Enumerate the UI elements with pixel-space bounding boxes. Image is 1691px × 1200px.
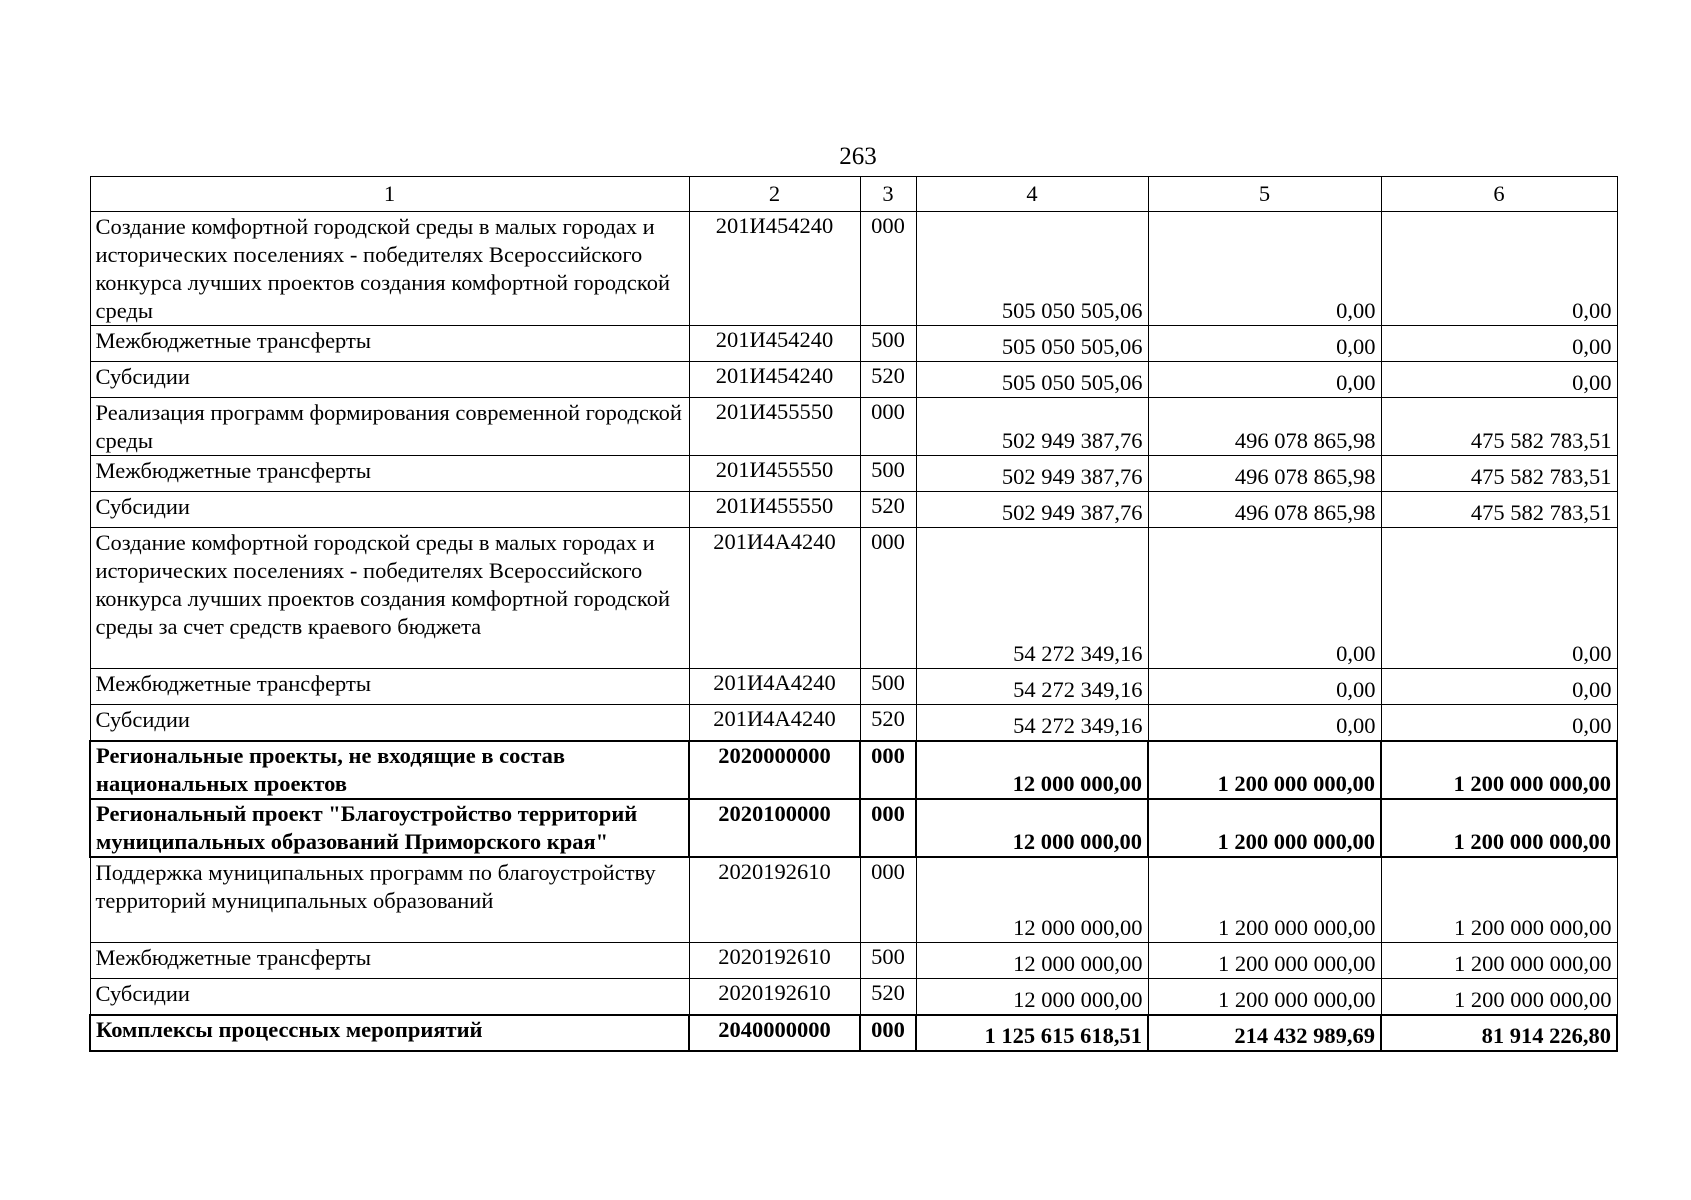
row-value-5: 0,00	[1148, 362, 1381, 398]
row-value-6: 475 582 783,51	[1381, 456, 1617, 492]
table-row	[90, 398, 1617, 456]
row-value-6: 0,00	[1381, 326, 1617, 362]
row-type: 500	[860, 326, 916, 362]
table-row	[90, 979, 1617, 1015]
row-value-4: 12 000 000,00	[916, 799, 1148, 857]
row-value-5: 0,00	[1148, 528, 1381, 669]
row-type: 000	[860, 741, 916, 799]
row-type: 000	[860, 1015, 916, 1051]
table-row	[90, 669, 1617, 705]
row-value-6: 0,00	[1381, 212, 1617, 326]
row-code: 2020000000	[689, 741, 860, 799]
row-name: Создание комфортной городской среды в малых городах и исторических поселениях - победителях Всероссийского конкурса лучших проектов создания комфортной городской среды за счет средств краевого бюджета	[90, 528, 689, 669]
row-code: 2040000000	[689, 1015, 860, 1051]
row-type: 000	[860, 528, 916, 669]
row-value-5: 1 200 000 000,00	[1148, 943, 1381, 979]
row-type: 500	[860, 943, 916, 979]
row-type: 000	[860, 857, 916, 943]
row-value-5: 214 432 989,69	[1148, 1015, 1381, 1051]
table-row	[90, 705, 1617, 741]
row-name: Межбюджетные трансферты	[90, 669, 689, 705]
row-code: 201И455550	[689, 492, 860, 528]
row-value-4: 54 272 349,16	[916, 705, 1148, 741]
row-code: 201И4А4240	[689, 669, 860, 705]
row-value-6: 0,00	[1381, 705, 1617, 741]
row-name: Реализация программ формирования современной городской среды	[90, 398, 689, 456]
row-type: 520	[860, 979, 916, 1015]
row-value-4: 505 050 505,06	[916, 326, 1148, 362]
header-cell-3: 3	[860, 177, 916, 212]
row-value-6: 0,00	[1381, 669, 1617, 705]
row-type: 520	[860, 362, 916, 398]
row-value-6: 0,00	[1381, 362, 1617, 398]
row-code: 201И455550	[689, 398, 860, 456]
row-value-4: 502 949 387,76	[916, 456, 1148, 492]
table-row	[90, 326, 1617, 362]
table-row	[90, 943, 1617, 979]
row-value-4: 505 050 505,06	[916, 212, 1148, 326]
row-value-4: 54 272 349,16	[916, 528, 1148, 669]
table-row	[90, 456, 1617, 492]
row-value-4: 1 125 615 618,51	[916, 1015, 1148, 1051]
row-value-5: 496 078 865,98	[1148, 492, 1381, 528]
row-value-6: 1 200 000 000,00	[1381, 857, 1617, 943]
row-name: Региональные проекты, не входящие в состав национальных проектов	[90, 741, 689, 799]
row-value-5: 1 200 000 000,00	[1148, 741, 1381, 799]
row-name: Субсидии	[90, 979, 689, 1015]
row-name: Межбюджетные трансферты	[90, 943, 689, 979]
row-value-5: 1 200 000 000,00	[1148, 857, 1381, 943]
row-value-5: 0,00	[1148, 669, 1381, 705]
row-name: Субсидии	[90, 492, 689, 528]
table-row	[90, 741, 1617, 799]
row-code: 2020192610	[689, 979, 860, 1015]
header-cell-4: 4	[916, 177, 1148, 212]
row-value-4: 12 000 000,00	[916, 741, 1148, 799]
header-row	[90, 177, 1617, 212]
header-cell-1: 1	[90, 177, 689, 212]
row-code: 201И4А4240	[689, 528, 860, 669]
row-type: 520	[860, 492, 916, 528]
row-value-5: 0,00	[1148, 326, 1381, 362]
row-name: Региональный проект "Благоустройство территорий муниципальных образований Приморского края"	[90, 799, 689, 857]
row-name: Субсидии	[90, 362, 689, 398]
row-name: Межбюджетные трансферты	[90, 456, 689, 492]
row-value-5: 1 200 000 000,00	[1148, 979, 1381, 1015]
table-row	[90, 492, 1617, 528]
row-code: 201И454240	[689, 326, 860, 362]
row-code: 2020192610	[689, 943, 860, 979]
row-value-6: 475 582 783,51	[1381, 492, 1617, 528]
row-code: 201И454240	[689, 362, 860, 398]
row-name: Межбюджетные трансферты	[90, 326, 689, 362]
table-row	[90, 528, 1617, 669]
row-name: Субсидии	[90, 705, 689, 741]
row-name: Комплексы процессных мероприятий	[90, 1015, 689, 1051]
row-value-6: 1 200 000 000,00	[1381, 799, 1617, 857]
row-type: 500	[860, 456, 916, 492]
row-value-5: 496 078 865,98	[1148, 456, 1381, 492]
row-value-5: 496 078 865,98	[1148, 398, 1381, 456]
row-code: 201И454240	[689, 212, 860, 326]
row-value-4: 12 000 000,00	[916, 943, 1148, 979]
header-cell-6: 6	[1381, 177, 1617, 212]
row-value-5: 1 200 000 000,00	[1148, 799, 1381, 857]
table-row	[90, 799, 1617, 857]
row-value-5: 0,00	[1148, 212, 1381, 326]
table-row	[90, 1015, 1617, 1051]
row-type: 000	[860, 212, 916, 326]
row-value-6: 1 200 000 000,00	[1381, 943, 1617, 979]
budget-table	[89, 176, 1618, 1052]
row-value-6: 0,00	[1381, 528, 1617, 669]
row-type: 500	[860, 669, 916, 705]
page-number: 263	[839, 143, 877, 170]
row-name: Создание комфортной городской среды в малых городах и исторических поселениях - победителях Всероссийского конкурса лучших проектов создания комфортной городской среды	[90, 212, 689, 326]
row-code: 2020192610	[689, 857, 860, 943]
row-type: 520	[860, 705, 916, 741]
row-value-4: 12 000 000,00	[916, 857, 1148, 943]
row-value-6: 475 582 783,51	[1381, 398, 1617, 456]
row-value-6: 1 200 000 000,00	[1381, 979, 1617, 1015]
row-value-6: 81 914 226,80	[1381, 1015, 1617, 1051]
row-value-4: 12 000 000,00	[916, 979, 1148, 1015]
row-value-5: 0,00	[1148, 705, 1381, 741]
row-type: 000	[860, 799, 916, 857]
row-name: Поддержка муниципальных программ по благоустройству территорий муниципальных образований	[90, 857, 689, 943]
row-value-4: 54 272 349,16	[916, 669, 1148, 705]
header-cell-2: 2	[689, 177, 860, 212]
row-value-4: 502 949 387,76	[916, 492, 1148, 528]
row-code: 201И455550	[689, 456, 860, 492]
row-value-4: 502 949 387,76	[916, 398, 1148, 456]
table-row	[90, 212, 1617, 326]
header-cell-5: 5	[1148, 177, 1381, 212]
row-value-4: 505 050 505,06	[916, 362, 1148, 398]
table-row	[90, 362, 1617, 398]
table-row	[90, 857, 1617, 943]
row-value-6: 1 200 000 000,00	[1381, 741, 1617, 799]
row-type: 000	[860, 398, 916, 456]
row-code: 2020100000	[689, 799, 860, 857]
row-code: 201И4А4240	[689, 705, 860, 741]
